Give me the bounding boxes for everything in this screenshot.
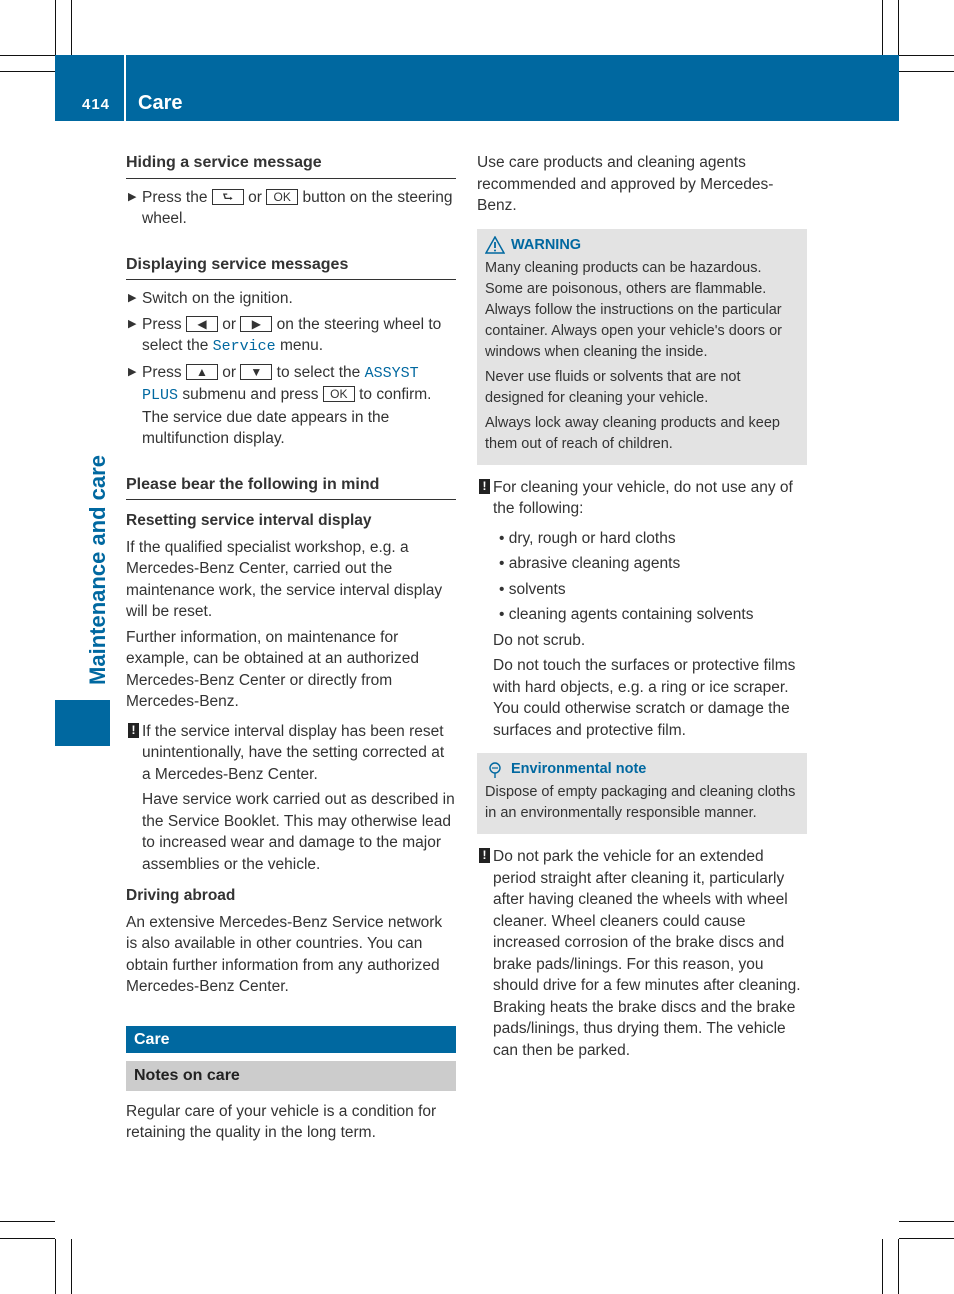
reset-paragraph-1: If the qualified specialist workshop, e.g. a Mercedes-Benz Center, carried out the maintenance work, the service interval display will be reset. [126,538,443,620]
lightbulb-icon [485,761,505,779]
crop-mark [71,0,72,55]
hiding-step [126,187,456,230]
right-key-icon: ▶ [240,316,272,332]
warning-paragraph: Many cleaning products can be hazardous. Some are poisonous, others are flammable. Always follow the instructions on the particular container. Always open your vehicle's doors or windows when cleaning the inside. [485,259,782,360]
list-item: • dry, rough or hard cloths [499,529,676,547]
list-item: • abrasive cleaning agents [499,555,681,572]
displaying-step-1 [126,288,456,310]
list-item-text: cleaning agents containing solvents [508,606,754,623]
abroad-heading: Driving abroad [126,887,236,904]
page-title: Care [138,92,183,114]
menu-name: ASSYST PLUS [142,364,419,404]
crop-mark [899,71,954,72]
crop-mark [882,0,883,55]
step-text: to confirm. [359,386,432,403]
crop-mark [55,1239,56,1294]
warning-box [477,229,807,465]
left-key-icon: ◀ [186,316,218,332]
crop-mark [55,0,56,55]
warning-header [485,235,799,256]
displaying-step-3 [126,362,456,450]
step-text: Switch on the ignition. [142,290,293,307]
care-paragraph: Regular care of your vehicle is a condition for retaining the quality in the long term. [126,1102,437,1141]
note-paragraph: If the service interval display has been reset unintentionally, have the setting corrected at a Mercedes-Benz Center. [142,722,445,783]
step-arrow-icon: ▶ [128,317,137,330]
back-key-icon: ⮑ [212,189,244,205]
step-text: Press the [142,188,208,206]
displaying-step-2 [126,314,456,358]
warning-paragraph: Always lock away cleaning products and keep them out of reach of children. [485,414,780,452]
ok-key: OK [323,386,355,402]
step-text: submenu and press [182,386,319,403]
reset-paragraph-2: Further information, on maintenance for example, can be obtained at an authorized Mercedes-Benz Center or directly from Mercedes-Benz. [126,628,419,710]
list-item: • cleaning agents containing solvents [499,606,754,623]
notes-on-care-bar: Notes on care [126,1061,456,1091]
warning-title: WARNING [511,236,582,253]
step-text: menu. [280,337,324,354]
side-tab-label: Maintenance and care [85,455,110,685]
reset-heading: Resetting service interval display [126,512,372,529]
step-text: or [222,315,237,333]
crop-mark [899,1238,954,1239]
step-text: or [222,363,237,381]
list-item-text: abrasive cleaning agents [508,555,681,572]
side-tab-marker [55,700,110,746]
environmental-note-box [477,753,807,834]
intro-paragraph: Use care products and cleaning agents recommended and approved by Mercedes-Benz. [477,154,774,214]
note-paragraph: Do not scrub. [493,631,586,649]
exclamation-icon: ! [128,723,139,738]
step-text: on the steering wheel to select the [142,315,442,354]
step-text: to select the [276,363,361,381]
environmental-note-title: Environmental note [511,761,647,777]
crop-mark [0,1221,55,1222]
crop-mark [71,1239,72,1294]
crop-mark [0,55,55,56]
warning-triangle-icon [485,236,505,254]
list-item-text: solvents [508,580,566,598]
step-text: or [248,188,262,206]
exclamation-icon: ! [479,479,490,494]
step-text: Press [142,363,182,381]
up-key-icon: ▲ [186,364,218,380]
step-arrow-icon: ▶ [128,365,137,378]
crop-mark [898,1239,899,1294]
step-text: Press [142,315,182,333]
step-arrow-icon: ▶ [128,292,137,304]
crop-mark [899,55,954,56]
note-box [477,846,807,1061]
crop-mark [899,1221,954,1222]
environmental-note-header [485,759,799,780]
crop-mark [0,1238,55,1239]
right-column [477,152,807,1065]
list-item: • solvents [499,580,566,598]
crop-mark [898,0,899,55]
exclamation-icon: ! [479,848,490,863]
crop-mark [0,71,55,72]
down-key-icon: ▼ [240,364,272,380]
left-column [126,152,456,1148]
step-arrow-icon: ▶ [128,190,137,203]
note-paragraph: For cleaning your vehicle, do not use any of the following: [493,478,793,517]
menu-name: Service [212,338,276,355]
step-text: button on the steering wheel. [142,188,453,227]
warning-paragraph: Never use fluids or solvents that are not designed for cleaning your vehicle. [485,368,741,406]
list-item-text: dry, rough or hard cloths [508,529,676,547]
ok-key: OK [266,189,298,205]
displaying-heading: Displaying service messages [126,254,456,281]
step-text: The service due date appears in the multifunction display. [142,408,390,447]
note-box [126,721,456,876]
note-paragraph: Have service work carried out as described in the Service Booklet. This may otherwise lead to increased wear and damage to the major assemblies or the vehicle. [142,791,455,873]
note-paragraph: Do not park the vehicle for an extended period straight after cleaning it, particularly after having cleaned the wheels with wheel cleaner. Wheel cleaners could cause increased corrosion of the brake discs and brake pads/linings. For this reason, you should drive for a few minutes after cleaning. Braking heats the brake discs and the brake pads/linings, thus drying them. The vehicle can then be parked. [493,848,801,1059]
care-section-bar: Care [126,1026,456,1054]
hiding-heading: Hiding a service message [126,152,456,179]
note-paragraph: Do not touch the surfaces or protective films with hard objects, e.g. a ring or ice scraper. You could otherwise scratch or damage the surfaces and protective film. [493,657,796,739]
page-number: 414 [82,96,111,113]
abroad-paragraph: An extensive Mercedes-Benz Service network is also available in other countries. You can obtain further information from any authorized Mercedes-Benz Center. [126,913,443,995]
crop-mark [882,1239,883,1294]
bear-heading: Please bear the following in mind [126,474,456,501]
environmental-note-paragraph: Dispose of empty packaging and cleaning cloths in an environmentally responsible manner. [485,784,796,821]
note-box [477,477,807,742]
header-divider [124,55,126,121]
